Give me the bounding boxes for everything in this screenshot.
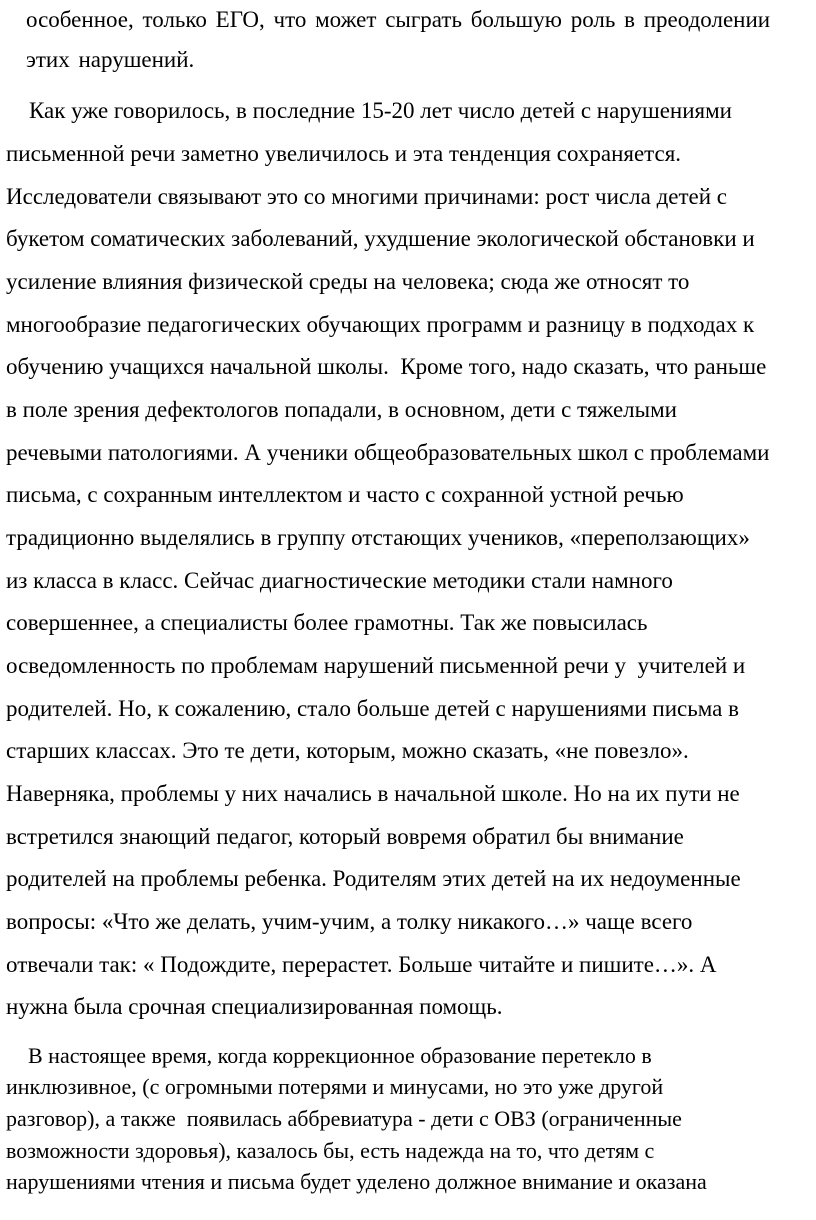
text-line: возможности здоровья), казалось бы, есть надежда на то, что детям с [6, 1138, 655, 1163]
text-line: особенное, только ЕГО, что может сыграть большую роль в преодолении [26, 7, 771, 32]
text-line: речевыми патологиями. А ученики общеобразовательных школ с проблемами [6, 440, 770, 465]
text-line: из класса в класс. Сейчас диагностические методики стали намного [6, 568, 673, 593]
text-line: письменной речи заметно увеличилось и эта тенденция сохраняется. [6, 141, 682, 166]
text-line: родителей. Но, к сожалению, стало больше детей с нарушениями письма в [6, 696, 739, 721]
text-line: родителей на проблемы ребенка. Родителям этих детей на их недоуменные [6, 866, 741, 891]
text-line: Исследователи связывают это со многими причинами: рост числа детей с [6, 184, 728, 209]
text-line: инклюзивное, (с огромными потерями и минусами, но это уже другой [6, 1074, 664, 1099]
text-line: вопросы: «Что же делать, учим-учим, а толку никакого…» чаще всего [6, 909, 693, 934]
text-line: нарушениями чтения и письма будет уделено должное внимание и оказана [6, 1169, 707, 1194]
text-line: многообразие педагогических обучающих программ и разницу в подходах к [6, 312, 755, 337]
text-line: Как уже говорилось, в последние 15-20 лет число детей с нарушениями [6, 98, 732, 123]
text-line: Наверняка, проблемы у них начались в начальной школе. Но на их пути не [6, 781, 740, 806]
text-line: разговор), а также появилась аббревиатура - дети с ОВЗ (ограниченные [6, 1106, 682, 1131]
text-line: совершеннее, а специалисты более грамотны. Так же повысилась [6, 610, 648, 635]
text-line: осведомленность по проблемам нарушений письменной речи у учителей и [6, 653, 746, 678]
text-line: усиление влияния физической среды на человека; сюда же относят то [6, 269, 690, 294]
text-line: нужна была срочная специализированная помощь. [6, 994, 503, 1019]
text-line: старших классах. Это те дети, которым, можно сказать, «не повезло». [6, 738, 689, 763]
text-line: традиционно выделялись в группу отстающих учеников, «переползающих» [6, 525, 750, 550]
text-line: этих нарушений. [26, 47, 195, 72]
text-line: встретился знающий педагог, который вовремя обратил бы внимание [6, 824, 684, 849]
text-line: В настоящее время, когда коррекционное образование перетекло в [6, 1043, 652, 1068]
text-line: букетом соматических заболеваний, ухудшение экологической обстановки и [6, 226, 755, 251]
text-line: письма, с сохранным интеллектом и часто с сохранной устной речью [6, 482, 684, 507]
text-line: в поле зрения дефектологов попадали, в основном, дети с тяжелыми [6, 397, 677, 422]
text-line: обучению учащихся начальной школы. Кроме того, надо сказать, что раньше [6, 354, 767, 379]
text-line: отвечали так: « Подождите, перерастет. Больше читайте и пишите…». А [6, 952, 717, 977]
